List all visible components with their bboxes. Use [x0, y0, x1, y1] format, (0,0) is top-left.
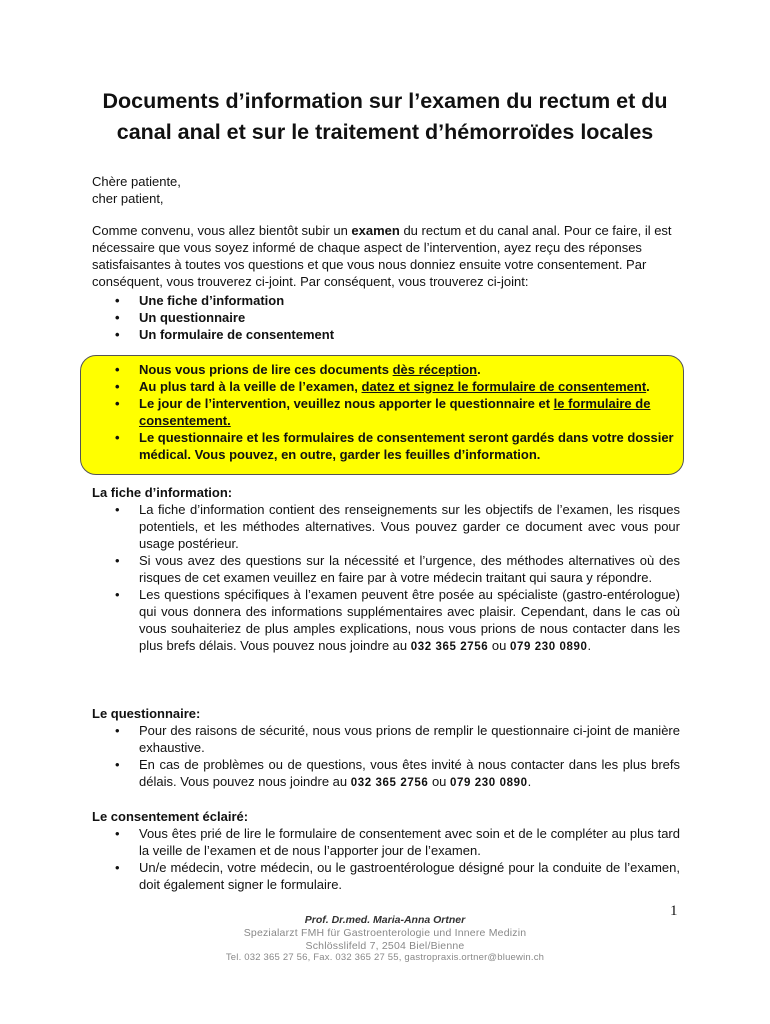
notice-text: Nous vous prions de lire ces documents	[139, 362, 393, 377]
phone-number: 032 365 2756	[410, 641, 489, 653]
notice-text: .	[477, 362, 481, 377]
list-item: • Vous êtes prié de lire le formulaire de consentement avec soin et de le compléter au plus tard la veille de l’examen et de nous l’apporter jour de l’examen.	[92, 825, 680, 859]
notice-item	[92, 361, 682, 378]
notice-text: Au plus tard à la veille de l’examen,	[139, 379, 362, 394]
notice-item: • Le questionnaire et les formulaires de consentement seront gardés dans votre dossier médical. Vous pouvez, en outre, garder les feuilles d’information.	[92, 429, 682, 463]
phone-number: 032 365 2756	[350, 777, 429, 789]
consentement-list	[92, 825, 680, 893]
notice-list	[92, 361, 682, 463]
list-item: • La fiche d’information contient des renseignements sur les objectifs de l’examen, les risques potentiels, et les méthodes alternatives. Vous pouvez garder ce document avec vous pour usage postérieur.	[92, 501, 680, 552]
intro-text-a: Comme convenu, vous allez bientôt subir un	[92, 223, 352, 238]
list-item: • Pour des raisons de sécurité, nous vous prions de remplir le questionnaire ci-joint de manière exhaustive.	[92, 722, 680, 756]
notice-underlined: le formulaire de consentement.	[139, 396, 651, 428]
list-item: • Une fiche d’information	[92, 292, 680, 309]
notice-underlined: dès réception	[392, 362, 478, 377]
greeting-line-1: Chère patiente,	[92, 174, 181, 189]
intro-paragraph	[92, 222, 680, 290]
intro-text-b: du rectum et du canal anal. Pour ce faire, il est nécessaire que vous soyez informé de chaque aspect de l’intervention, ayez reçu des réponses satisfaisantes à toutes vos questions et que vous nous donniez ensuite votre consentement. Par conséquent, vous trouverez ci-joint. Par conséquent, vous trouverez ci-joint:	[92, 223, 672, 289]
list-item	[92, 586, 680, 656]
list-item: • Un questionnaire	[92, 309, 680, 326]
page-number: 1	[670, 903, 678, 919]
enclosed-documents-list	[92, 292, 680, 343]
footer-address: Schlösslifeld 7, 2504 Biel/Bienne	[305, 939, 465, 952]
mobile-number: 079 230 0890	[509, 641, 588, 653]
notice-item	[92, 378, 682, 395]
fiche-heading: La fiche d’information:	[92, 485, 233, 500]
greeting	[92, 173, 181, 207]
questionnaire-heading: Le questionnaire:	[92, 706, 201, 721]
or-text: ou	[488, 638, 510, 653]
questionnaire-p2-text: En cas de problèmes ou de questions, vous êtes invité à nous contacter dans les plus brefs délais. Vous pouvez nous joindre au	[139, 757, 680, 789]
fiche-p3-text: Les questions spécifiques à l’examen peuvent être posée au spécialiste (gastro-entérologue) qui vous donnera des informations supplémentaires avec plaisir. Cependant, dans le cas où vous souhaiteriez de plus amples explications, nous vous prions de nous contacter dans les plus brefs délais. Vous pouvez nous joindre au	[139, 587, 680, 653]
notice-text: .	[646, 379, 650, 394]
notice-text: Le jour de l’intervention, veuillez nous apporter le questionnaire et	[139, 396, 554, 411]
consentement-heading: Le consentement éclairé:	[92, 809, 249, 824]
fiche-list	[92, 501, 680, 656]
list-item: • Un formulaire de consentement	[92, 326, 680, 343]
or-text: ou	[428, 774, 451, 789]
mobile-number: 079 230 0890	[450, 777, 528, 789]
period: .	[527, 774, 532, 789]
notice-item	[92, 395, 682, 429]
footer	[150, 914, 620, 965]
period: .	[587, 638, 592, 653]
document-title: Documents d’information sur l’examen du rectum et du canal anal et sur le traitement d’hémorroïdes locales	[102, 89, 668, 144]
greeting-line-2: cher patient,	[92, 191, 164, 206]
doctor-name: Prof. Dr.med. Maria-Anna Ortner	[304, 914, 466, 926]
footer-contact: Tel. 032 365 27 56, Fax. 032 365 27 55, gastropraxis.ortner@bluewin.ch	[225, 952, 545, 963]
footer-specialty: Spezialarzt FMH für Gastroenterologie und Innere Medizin	[243, 927, 527, 939]
list-item: • Si vous avez des questions sur la nécessité et l’urgence, des méthodes alternatives où des risques de cet examen veuillez en faire par à votre médecin traitant qui saura y répondre.	[92, 552, 680, 586]
notice-underlined: datez et signez le formulaire de consentement	[361, 379, 647, 394]
questionnaire-list	[92, 722, 680, 792]
list-item: • Un/e médecin, votre médecin, ou le gastroentérologue désigné pour la conduite de l’examen, doit également signer le formulaire.	[92, 859, 680, 893]
list-item	[92, 756, 680, 792]
intro-examen-bold: examen	[351, 223, 400, 238]
